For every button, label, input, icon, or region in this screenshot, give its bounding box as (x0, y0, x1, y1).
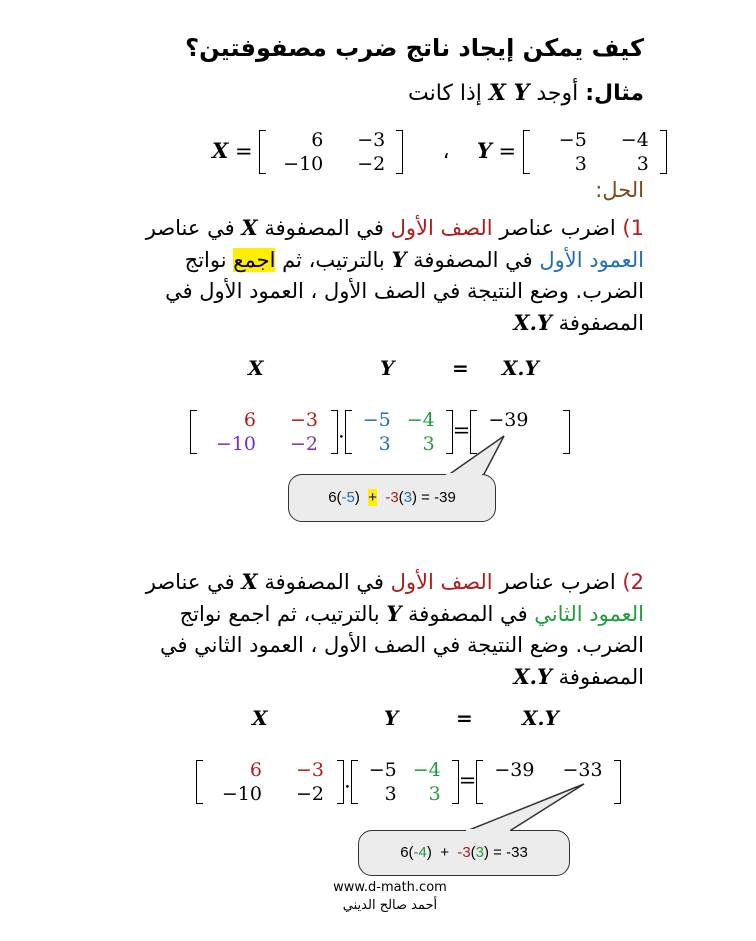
d2-x-21: −10 (221, 783, 262, 805)
x-eq: = (234, 139, 253, 163)
step2-paragraph (104, 566, 644, 693)
d1-bubble-text: ( (398, 489, 404, 506)
step2-text: بالترتيب، ثم اجمع نواتج (179, 602, 380, 626)
d2-eq: = (458, 768, 477, 793)
example-vars: X Y (488, 80, 530, 106)
d2-label-x: X (252, 706, 268, 730)
step2-var-xy: X.Y (513, 664, 552, 689)
d1-bubble-text: ) = -39 (412, 489, 456, 506)
d2-dot: . (344, 768, 351, 793)
y-22: 3 (636, 153, 649, 175)
d2-label-y: Y (384, 706, 399, 730)
d2-y-12: −4 (412, 759, 441, 781)
d2-x-11: 6 (249, 759, 262, 781)
x-21: −10 (283, 153, 324, 175)
step1-row-ref: الصف الأول (390, 216, 493, 240)
d2-bubble-value: -3 (457, 844, 471, 861)
step2-line2 (104, 598, 644, 630)
step2-text: المصفوفة (558, 665, 644, 689)
d2-matrix-x (196, 758, 344, 806)
step1-text: في عناصر (145, 216, 235, 240)
step2-number: 2) (622, 570, 644, 594)
d2-bubble-text: ) = -33 (484, 844, 528, 861)
d2-y-22: 3 (428, 783, 441, 805)
step1-line4 (104, 307, 644, 339)
d2-bubble-value: 3 (475, 844, 485, 861)
d1-dot: . (338, 418, 345, 443)
d1-bubble-text: ) (354, 489, 360, 506)
d1-result-11: −39 (488, 409, 529, 431)
x-12: −3 (357, 129, 386, 151)
d2-bubble (358, 830, 570, 876)
y-21: 3 (574, 153, 587, 175)
step1-col-ref: العمود الأول (539, 248, 644, 272)
step1-var-x: X (241, 215, 258, 240)
matrix-definitions (212, 128, 667, 176)
x-11: 6 (311, 129, 324, 151)
step2-text: في المصفوفة (408, 602, 528, 626)
y-12: −4 (620, 129, 649, 151)
step2-line1 (104, 566, 644, 598)
step1-var-y: Y (391, 247, 407, 272)
y-eq: = (498, 139, 517, 163)
step1-text: في المصفوفة (264, 216, 384, 240)
example-text-after: إذا كانت (408, 81, 482, 106)
d1-label-y: Y (380, 356, 395, 380)
d1-bubble-plus: + (368, 489, 377, 506)
d1-y-11: −5 (362, 409, 391, 431)
d1-y-22: 3 (422, 433, 435, 455)
d1-x-12: −3 (289, 409, 318, 431)
step2-text: في المصفوفة (264, 570, 384, 594)
matrix-x (259, 128, 403, 176)
step1-line3: الضرب. وضع النتيجة في الصف الأول ، العمود الأول في (165, 279, 644, 303)
step1-paragraph (104, 212, 644, 339)
step1-text: اضرب عناصر (499, 216, 616, 240)
step1-line2 (104, 244, 644, 276)
d2-label-eq: = (456, 706, 473, 730)
d1-y-21: 3 (378, 433, 391, 455)
d1-eq: = (452, 418, 471, 443)
step1-text: المصفوفة (558, 311, 644, 335)
step1-number: 1) (622, 216, 644, 240)
d2-x-22: −2 (295, 783, 324, 805)
d1-bubble (288, 474, 496, 522)
example-label: مثال: (585, 81, 644, 106)
d1-label-x: X (248, 356, 264, 380)
d2-result-11: −39 (494, 759, 535, 781)
example-line (408, 80, 644, 106)
d2-x-12: −3 (295, 759, 324, 781)
d1-label-xy: X.Y (502, 356, 539, 380)
page-title: كيف يمكن إيجاد ناتج ضرب مصفوفتين؟ (185, 34, 644, 62)
d2-bubble-text: ) (426, 844, 432, 861)
d1-y-12: −4 (406, 409, 435, 431)
d1-label-eq: = (452, 356, 469, 380)
d1-x-22: −2 (289, 433, 318, 455)
d2-bubble-text: 6( (400, 844, 414, 861)
d1-bubble-value: -3 (385, 489, 399, 506)
step2-line4 (104, 661, 644, 693)
step1-text: بالترتيب، ثم (282, 248, 385, 272)
x-label: X (212, 138, 229, 163)
step2-col-ref: العمود الثاني (534, 602, 644, 626)
d2-bubble-text: ( (470, 844, 476, 861)
d2-y-11: −5 (368, 759, 397, 781)
y-11: −5 (558, 129, 587, 151)
footer-url: www.d-math.com (333, 880, 447, 895)
separator-comma: ، (442, 139, 450, 163)
d2-bubble-plus: + (440, 844, 449, 861)
step2-text: في عناصر (145, 570, 235, 594)
step1-text: في المصفوفة (413, 248, 533, 272)
example-text-before: أوجد (536, 81, 579, 106)
step2-var-y: Y (386, 601, 402, 626)
d1-bubble-value: 3 (403, 489, 413, 506)
solution-label: الحل: (595, 178, 644, 202)
x-22: −2 (357, 153, 386, 175)
d1-x-11: 6 (243, 409, 256, 431)
step2-text: اضرب عناصر (499, 570, 616, 594)
step1-line1 (104, 212, 644, 244)
d2-y-21: 3 (384, 783, 397, 805)
d2-bubble-value: -4 (413, 844, 427, 861)
d1-x-21: −10 (215, 433, 256, 455)
matrix-y (523, 128, 667, 176)
step1-highlight: اجمع (233, 248, 276, 272)
footer-author: أحمد صالح الديني (342, 898, 438, 913)
d1-bubble-text: 6( (328, 489, 342, 506)
step2-row-ref: الصف الأول (390, 570, 493, 594)
y-label: Y (476, 138, 492, 163)
d2-label-xy: X.Y (522, 706, 559, 730)
d2-result-12: −33 (562, 759, 603, 781)
step1-text: نواتج (184, 248, 227, 272)
step2-line3: الضرب. وضع النتيجة في الصف الأول ، العمود الثاني في (159, 633, 644, 657)
step1-var-xy: X.Y (513, 310, 552, 335)
step2-var-x: X (241, 569, 258, 594)
d1-bubble-value: -5 (341, 489, 355, 506)
